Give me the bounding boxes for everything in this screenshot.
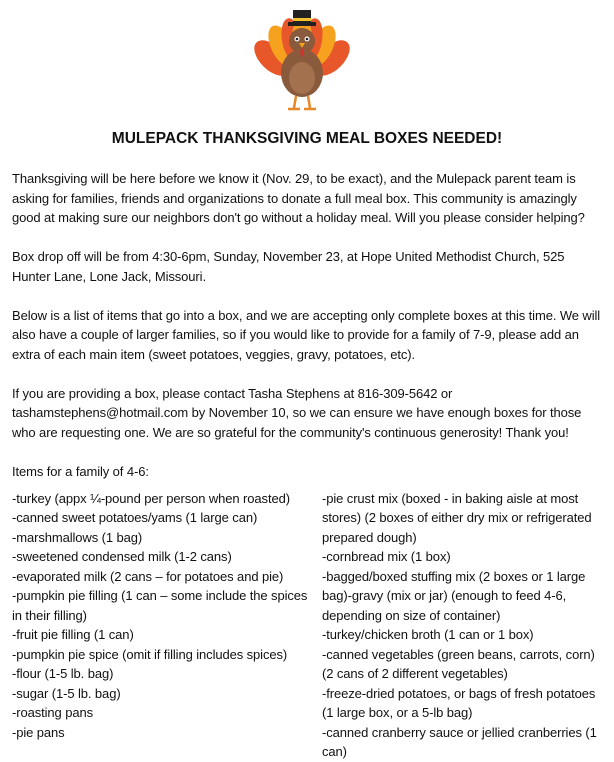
- list-item: -pumpkin pie spice (omit if filling includes spices): [12, 646, 288, 662]
- list-item: -freeze-dried potatoes, or bags of fresh potatoes (1 large box, or a 5-lb bag): [322, 685, 596, 720]
- list-item: -turkey (appx ¼-pound per person when roasted): [12, 490, 290, 506]
- list-item: -bagged/boxed stuffing mix (2 boxes or 1 large bag)-gravy (mix or jar) (enough to feed 4-6, depending on size of container): [322, 568, 586, 623]
- intro-paragraph: Thanksgiving will be here before we know it (Nov. 29, to be exact), and the Mulepack parent team is asking for families, friends and organizations to donate a full meal box. This community is amazingly good at making sure our neighbors don't go without a holiday meal. Will you please consider helping?: [12, 171, 585, 225]
- list-item: -pie crust mix (boxed - in baking aisle at most stores) (2 boxes of either dry mix or refrigerated prepared dough): [322, 490, 592, 545]
- list-item: -marshmallows (1 bag): [12, 529, 143, 545]
- list-item: -roasting pans: [12, 705, 93, 720]
- items-columns: [12, 489, 606, 762]
- list-item: -evaporated milk (2 cans – for potatoes and pie): [12, 568, 284, 584]
- list-item: -canned sweet potatoes/yams (1 large can): [12, 510, 258, 525]
- list-item: -sugar (1-5 lb. bag): [12, 685, 121, 701]
- items-heading: Items for a family of 4-6:: [12, 463, 149, 479]
- items-list-right: [322, 489, 602, 762]
- list-item: -cornbread mix (1 box): [322, 549, 451, 564]
- list-item: -canned cranberry sauce or jellied cranberries (1 can): [322, 724, 597, 759]
- list-item: -canned vegetables (green beans, carrots, corn) (2 cans of 2 different vegetables): [322, 646, 595, 681]
- list-item: -pumpkin pie filling (1 can – some include the spices in their filling): [12, 588, 308, 623]
- list-item: -pie pans: [12, 724, 65, 740]
- list-item: -fruit pie filling (1 can): [12, 627, 134, 642]
- items-list-left: [12, 489, 312, 743]
- list-item: -sweetened condensed milk (1-2 cans): [12, 549, 232, 564]
- list-item: -flour (1-5 lb. bag): [12, 666, 114, 681]
- drop-off-paragraph: Box drop off will be from 4:30-6pm, Sunday, November 23, at Hope United Methodist Church, 525 Hunter Lane, Lone Jack, Missouri.: [12, 249, 565, 284]
- contact-paragraph: If you are providing a box, please contact Tasha Stephens at 816-309-5642 or tashamstephens@hotmail.com by November 10, so we can ensure we have enough boxes for those who are requesting one. We are so grateful for the community's continuous generosity! Thank you!: [12, 385, 582, 440]
- page-title: MULEPACK THANKSGIVING MEAL BOXES NEEDED!: [111, 130, 503, 147]
- turkey-illustration: [252, 8, 352, 112]
- items-info-paragraph: Below is a list of items that go into a box, and we are accepting only complete boxes at this time. We will also have a couple of larger families, so if you would like to provide for a family of 7-9, please add an extra of each main item (sweet potatoes, veggies, gravy, potatoes, etc).: [12, 307, 601, 362]
- list-item: -turkey/chicken broth (1 can or 1 box): [322, 627, 534, 642]
